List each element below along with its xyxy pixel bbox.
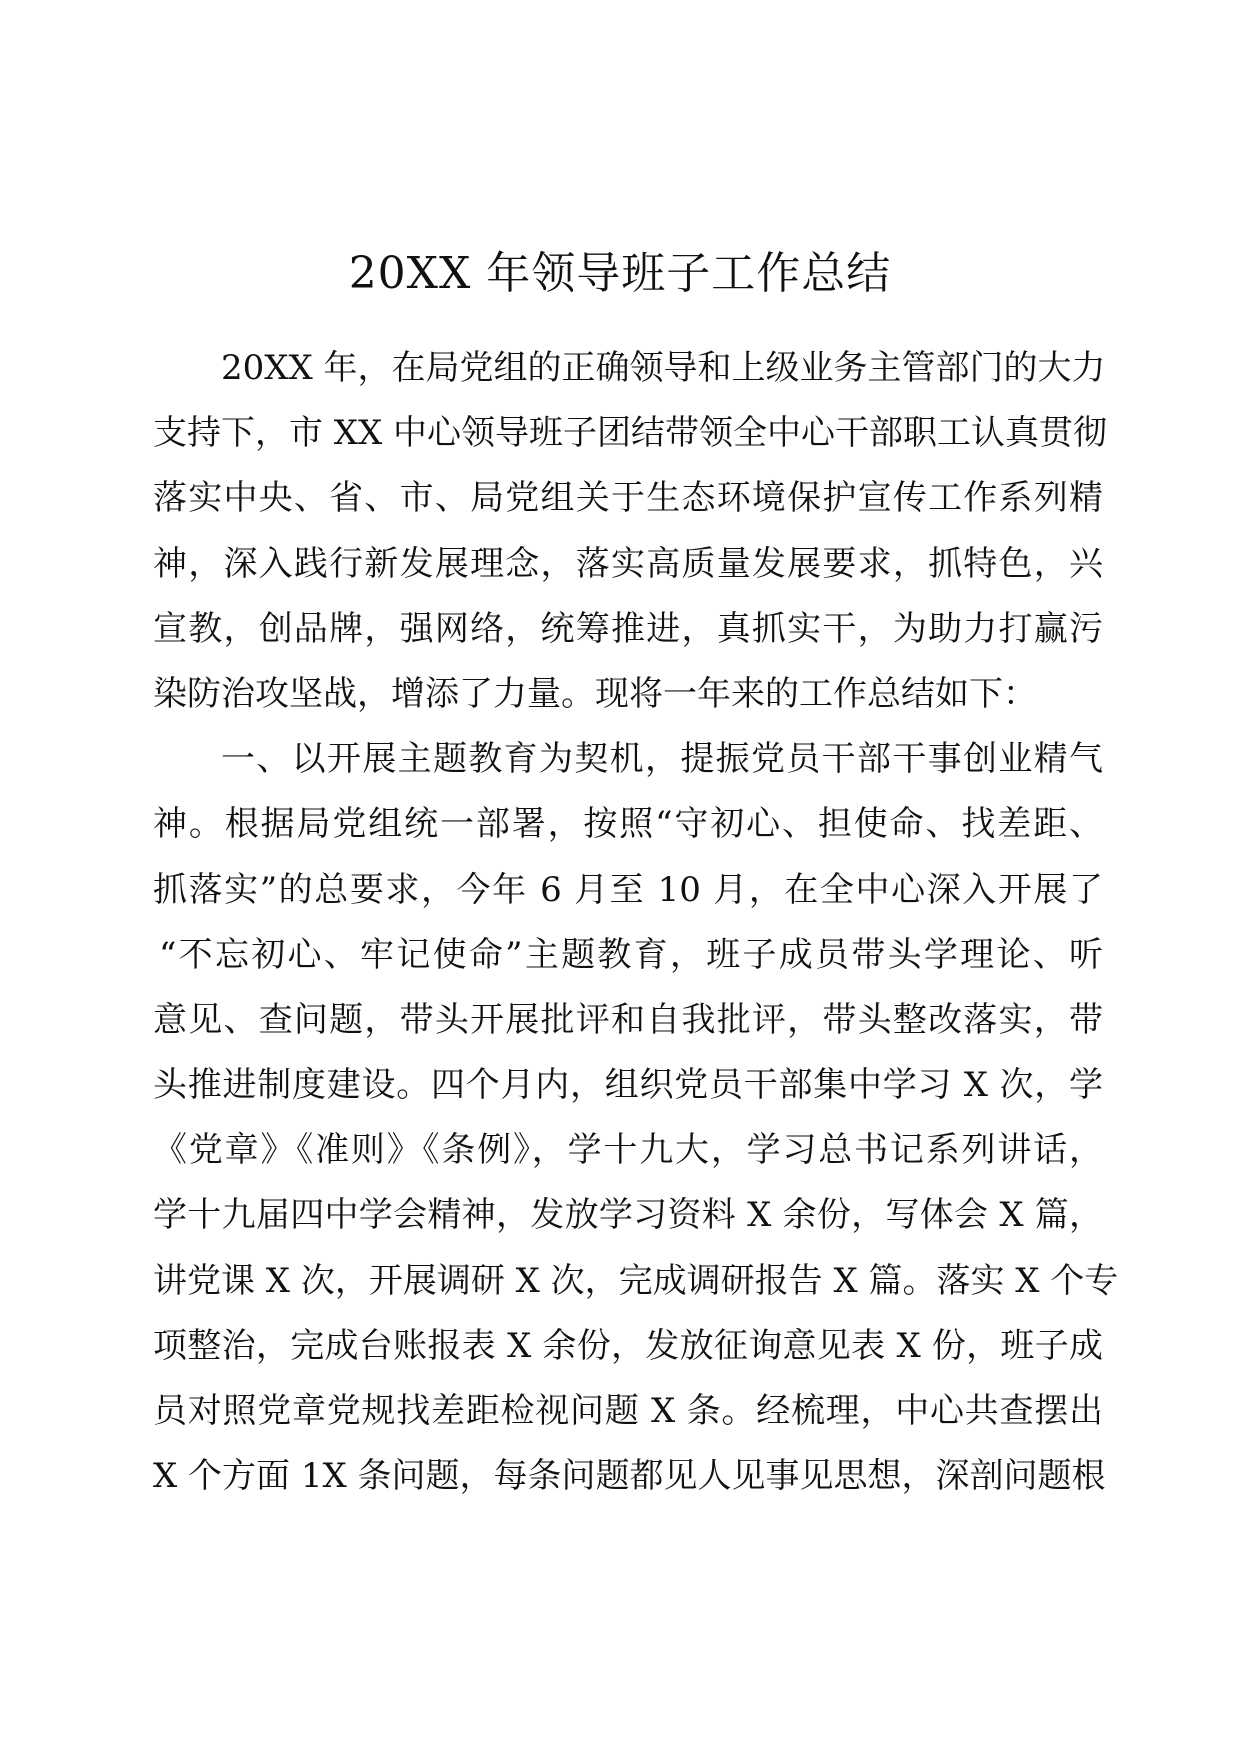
paragraph-line: 项整治，完成台账报表 X 余份，发放征询意见表 X 份，班子成	[153, 1325, 1103, 1366]
paragraph-line: 落实中央、省、市、局党组关于生态环境保护宣传工作系列精	[153, 478, 1103, 519]
paragraph-line: 《党章》《准则》《条例》，学十九大，学习总书记系列讲话，	[153, 1130, 1103, 1171]
paragraph-line: 一、以开展主题教育为契机，提振党员干部干事创业精气	[221, 739, 1103, 780]
paragraph-line: 学十九届四中学会精神，发放学习资料 X 余份，写体会 X 篇，	[153, 1195, 1103, 1236]
paragraph-line: 支持下，市 XX 中心领导班子团结带领全中心干部职工认真贯彻	[153, 413, 1108, 454]
paragraph-line: 意见、查问题，带头开展批评和自我批评，带头整改落实，带	[153, 999, 1103, 1040]
document-body	[153, 336, 1119, 1509]
paragraph-line: 20XX 年，在局党组的正确领导和上级业务主管部门的大力	[221, 348, 1106, 388]
paragraph-line: 员对照党章党规找差距检视问题 X 条。经梳理，中心共查摆出	[153, 1391, 1103, 1431]
paragraph-line: 神，深入践行新发展理念，落实高质量发展要求，抓特色，兴	[153, 543, 1103, 584]
paragraph-line: 头推进制度建设。四个月内，组织党员干部集中学习 X 次，学	[153, 1065, 1103, 1106]
paragraph-line: 讲党课 X 次，开展调研 X 次，完成调研报告 X 篇。落实 X 个专	[153, 1260, 1119, 1301]
paragraph-line: 抓落实”的总要求，今年 6 月至 10 月，在全中心深入开展了	[153, 869, 1103, 910]
paragraph-line: “不忘初心、牢记使命”主题教育，班子成员带头学理论、听	[159, 934, 1103, 975]
document-title: 20XX 年领导班子工作总结	[348, 248, 892, 299]
paragraph-line: X 个方面 1X 条问题，每条问题都见人见事见思想，深剖问题根	[153, 1456, 1106, 1497]
paragraph-line: 神。根据局党组统一部署，按照“守初心、担使命、找差距、	[153, 804, 1103, 845]
paragraph-line: 宣教，创品牌，强网络，统筹推进，真抓实干，为助力打赢污	[153, 608, 1103, 649]
paragraph-line: 染防治攻坚战，增添了力量。现将一年来的工作总结如下：	[153, 673, 1037, 714]
